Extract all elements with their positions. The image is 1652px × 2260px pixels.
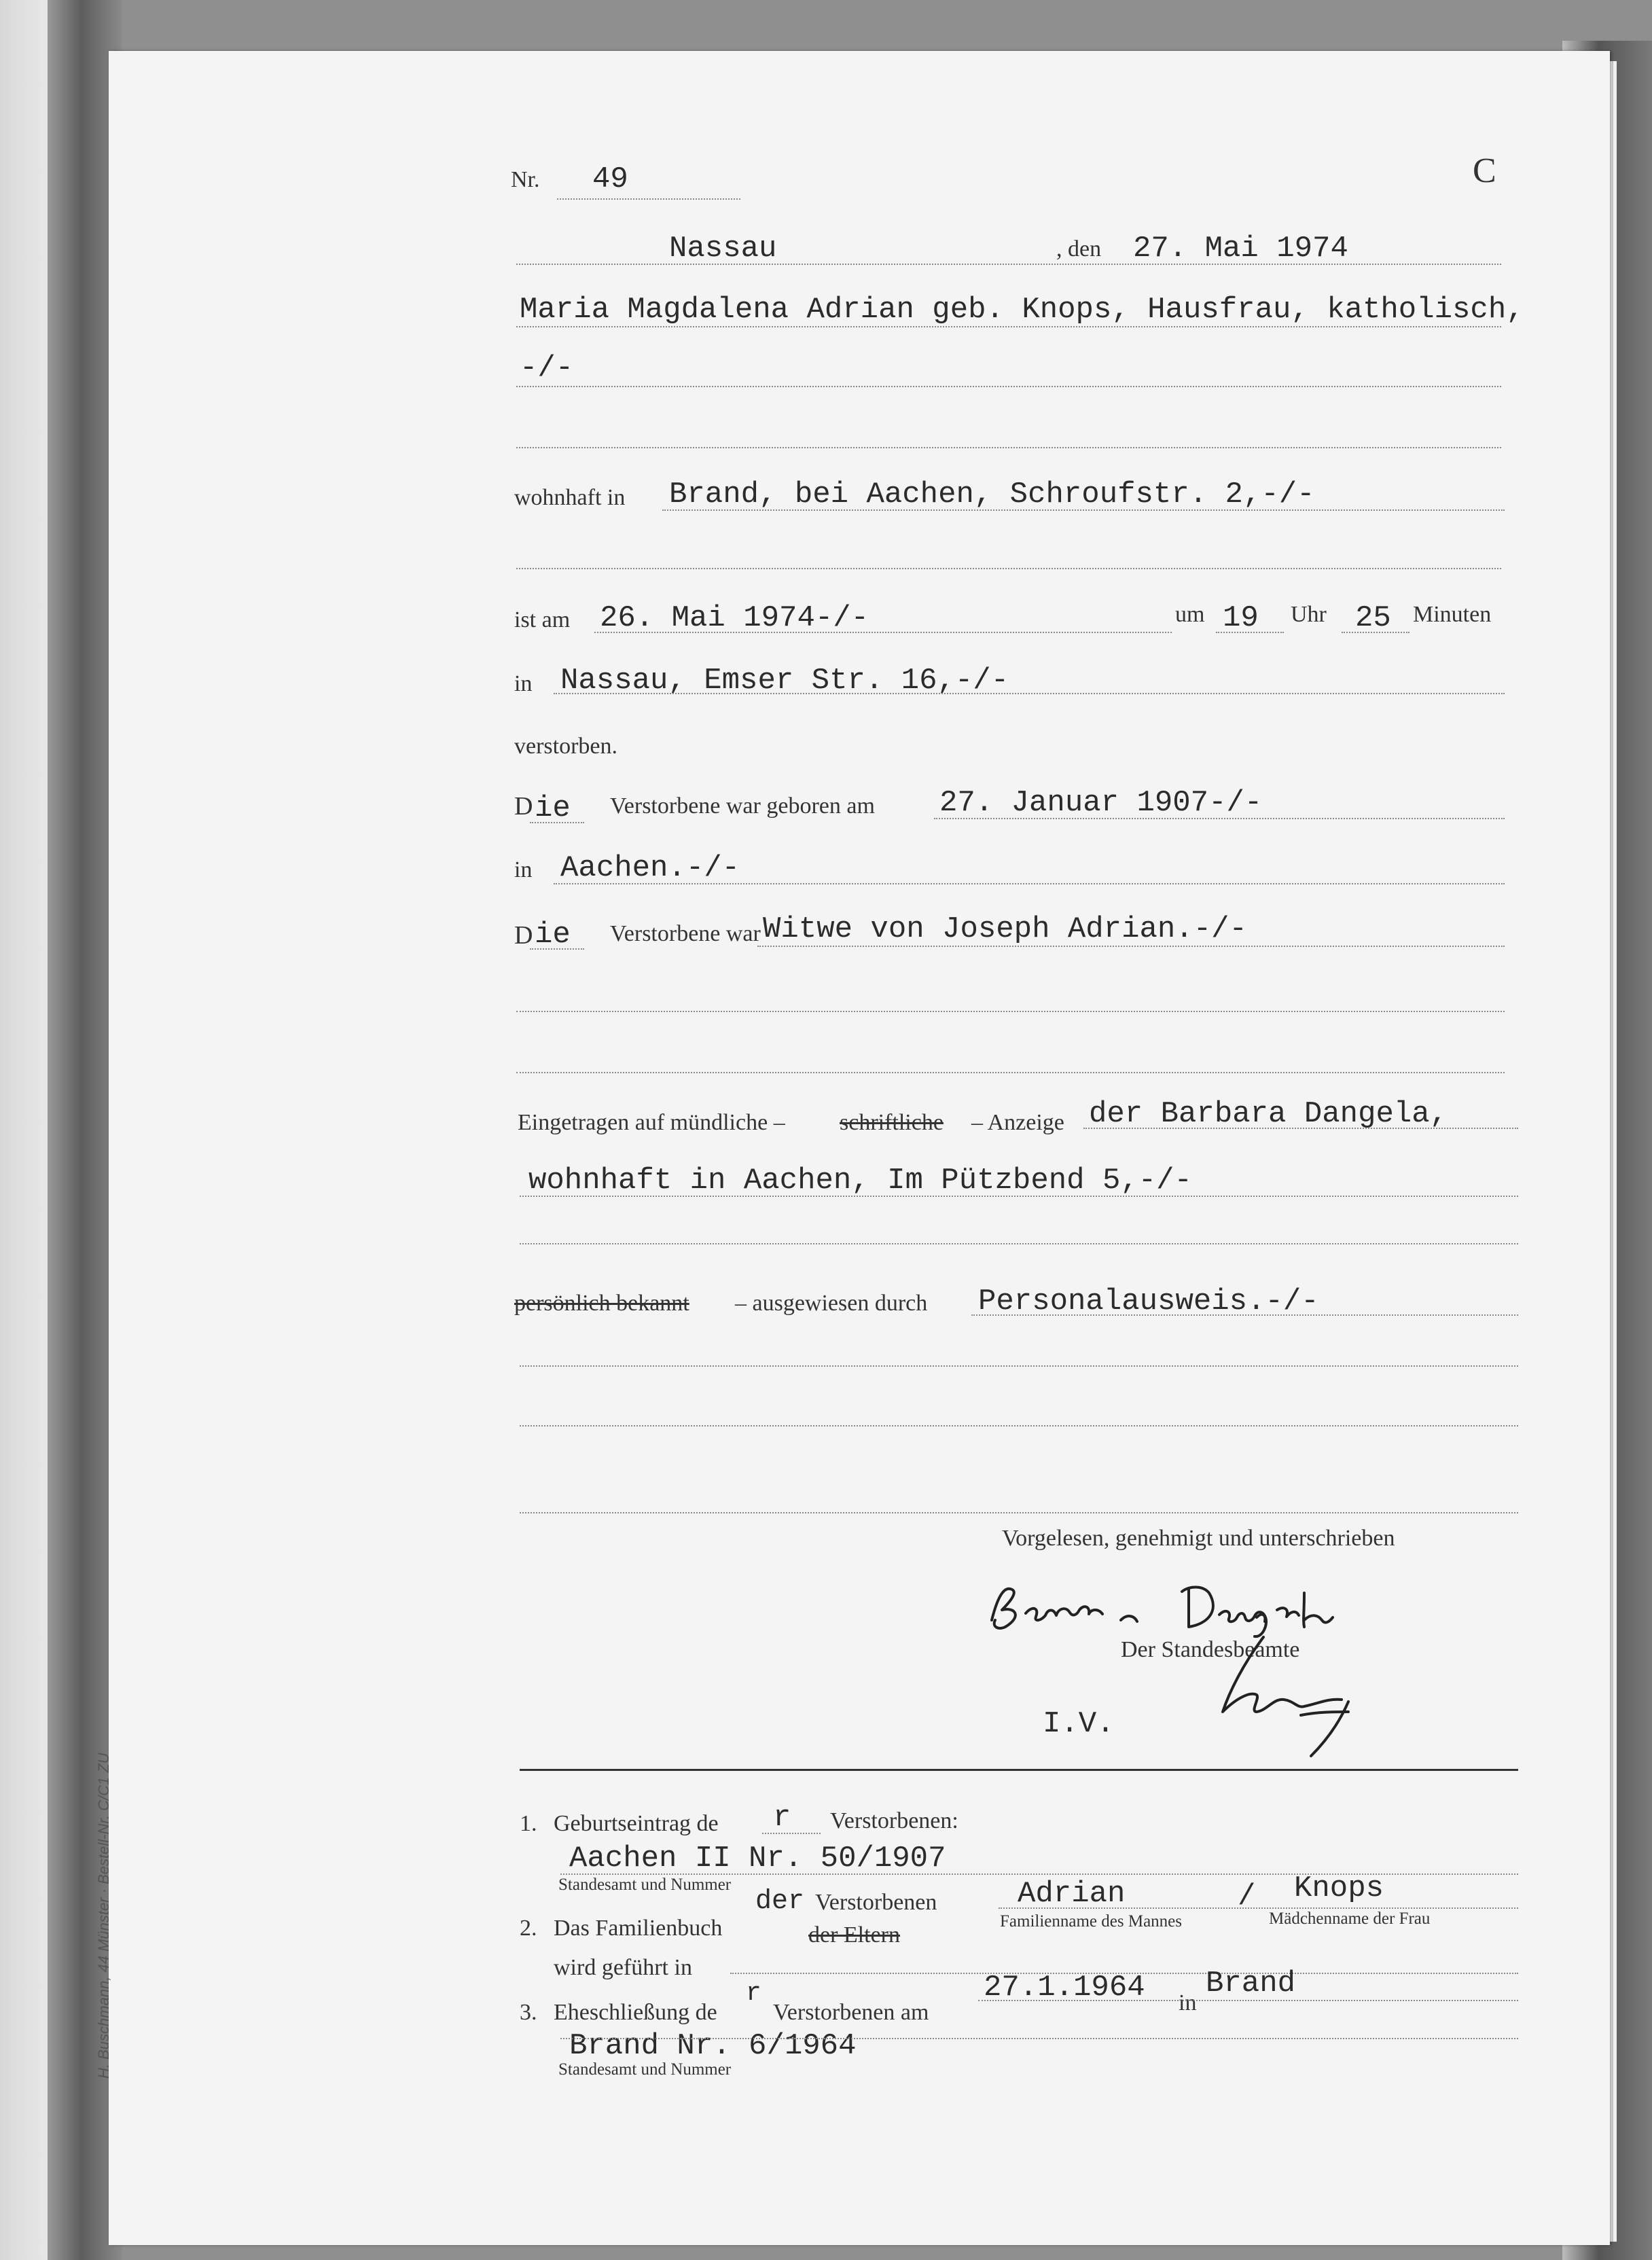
ausgewiesen-label: – ausgewiesen durch	[735, 1291, 928, 1316]
item1-tail: Verstorbenen:	[830, 1808, 958, 1833]
husband-surname: Adrian	[1018, 1877, 1126, 1911]
item2-label: Das Familienbuch	[554, 1916, 723, 1941]
dotted-line	[1342, 632, 1409, 633]
dotted-line	[999, 1907, 1518, 1909]
eingetragen-label: Eingetragen auf mündliche –	[518, 1110, 785, 1135]
section-divider	[520, 1769, 1518, 1771]
dotted-line	[516, 447, 1501, 448]
uhr-label: Uhr	[1291, 602, 1327, 627]
death-minutes: 25	[1355, 601, 1391, 635]
dotted-line	[520, 1425, 1518, 1427]
dotted-line	[520, 1243, 1518, 1244]
dotted-line	[1083, 1128, 1518, 1129]
id-document: Personalausweis.-/-	[978, 1285, 1319, 1319]
marriage-place: Brand	[1206, 1967, 1296, 2001]
den-label: , den	[1056, 236, 1102, 262]
schriftliche-struck: schriftliche	[840, 1110, 944, 1135]
item2-verstorbenen: Verstorbenen	[815, 1890, 937, 1915]
anzeige-label: – Anzeige	[971, 1110, 1064, 1135]
birth-place: Aachen.-/-	[560, 851, 740, 885]
item3-mid: Verstorbenen am	[773, 2000, 929, 2025]
death-place: Nassau, Emser Str. 16,-/-	[560, 664, 1009, 698]
dotted-line	[978, 2000, 1518, 2001]
dotted-line	[530, 822, 584, 823]
informant-name: der Barbara Dangela,	[1089, 1097, 1448, 1131]
item3-suffix: r	[746, 1979, 761, 2008]
dotted-line	[1216, 632, 1284, 633]
marriage-date: 27.1.1964	[984, 1971, 1145, 2005]
marital-status: Witwe von Joseph Adrian.-/-	[763, 912, 1247, 946]
dotted-line	[530, 948, 584, 950]
dotted-line	[557, 198, 740, 200]
record-number: 49	[592, 162, 628, 196]
standesamt-caption-1: Standesamt und Nummer	[558, 1876, 732, 1894]
dotted-line	[757, 946, 1505, 947]
husband-caption: Familienname des Mannes	[1000, 1912, 1182, 1931]
die-prefix: D	[514, 792, 533, 821]
dotted-line	[520, 1196, 1518, 1197]
dotted-line	[516, 264, 1501, 265]
um-label: um	[1175, 602, 1205, 627]
deceased-line2: -/-	[520, 351, 574, 385]
death-hour: 19	[1223, 601, 1259, 635]
in-label: in	[514, 671, 533, 696]
dotted-line	[934, 818, 1505, 819]
dotted-line	[594, 632, 1172, 633]
verstorben-label: verstorben.	[514, 734, 618, 759]
name-separator: /	[1238, 1880, 1256, 1914]
item2-number: 2.	[520, 1916, 537, 1941]
place-of-registration: Nassau	[669, 232, 777, 266]
registrar-signature	[1182, 1624, 1379, 1759]
bekannt-struck: persönlich bekannt	[514, 1291, 689, 1316]
die-suffix: ie	[535, 791, 571, 825]
vorgelesen-text: Vorgelesen, genehmigt und unterschrieben	[1002, 1526, 1395, 1551]
item1-label: Geburtseintrag de	[554, 1811, 719, 1836]
birth-in-label: in	[514, 857, 533, 882]
dotted-line	[971, 1314, 1518, 1316]
death-date: 26. Mai 1974-/-	[600, 601, 869, 635]
dotted-line	[662, 509, 1505, 511]
minuten-label: Minuten	[1413, 602, 1492, 627]
dotted-line	[516, 1072, 1505, 1073]
iv-label: I.V.	[1043, 1707, 1115, 1741]
deceased-name-line: Maria Magdalena Adrian geb. Knops, Hausfrau, katholisch,	[520, 293, 1524, 327]
item3-in: in	[1179, 1990, 1197, 2015]
dotted-line	[516, 1011, 1505, 1012]
ist-am-label: ist am	[514, 607, 571, 632]
dotted-line	[516, 326, 1501, 327]
dotted-line	[520, 1365, 1518, 1367]
item3-label: Eheschließung de	[554, 2000, 717, 2025]
status-label: Verstorbene war	[610, 921, 761, 946]
dotted-line	[554, 883, 1505, 884]
nr-label: Nr.	[511, 167, 540, 192]
item2-wird-label: wird geführt in	[554, 1955, 692, 1980]
informant-address: wohnhaft in Aachen, Im Pützbend 5,-/-	[528, 1164, 1192, 1198]
maiden-caption: Mädchenname der Frau	[1269, 1909, 1431, 1928]
item1-number: 1.	[520, 1811, 537, 1836]
die2-prefix: D	[514, 921, 533, 950]
item2-der: der	[755, 1886, 805, 1917]
item2-eltern-struck: der Eltern	[808, 1922, 900, 1948]
dotted-line	[520, 1512, 1518, 1513]
dotted-line	[762, 1833, 821, 1834]
maiden-name: Knops	[1294, 1871, 1384, 1905]
wohnhaft-label: wohnhaft in	[514, 485, 626, 510]
registration-date: 27. Mai 1974	[1133, 232, 1348, 266]
birth-record-reference: Aachen II Nr. 50/1907	[569, 1842, 946, 1876]
dotted-line	[560, 2038, 1518, 2039]
dotted-line	[516, 568, 1501, 569]
standesbeamte-label: Der Standesbeamte	[1121, 1637, 1300, 1662]
dotted-line	[516, 386, 1501, 387]
birth-date: 27. Januar 1907-/-	[939, 786, 1263, 820]
die2-suffix: ie	[535, 918, 571, 952]
residence: Brand, bei Aachen, Schroufstr. 2,-/-	[669, 478, 1315, 512]
dotted-line	[554, 693, 1505, 694]
standesamt-caption-2: Standesamt und Nummer	[558, 2060, 732, 2079]
item1-suffix: r	[773, 1801, 791, 1835]
born-label: Verstorbene war geboren am	[610, 793, 875, 819]
marriage-record-reference: Brand Nr. 6/1964	[569, 2029, 857, 2063]
form-letter: C	[1473, 151, 1496, 190]
printer-imprint: H. Buschmann, 44 Münster · Bestell-Nr. C/C1 ZU	[95, 1753, 112, 2079]
item3-number: 3.	[520, 2000, 537, 2025]
